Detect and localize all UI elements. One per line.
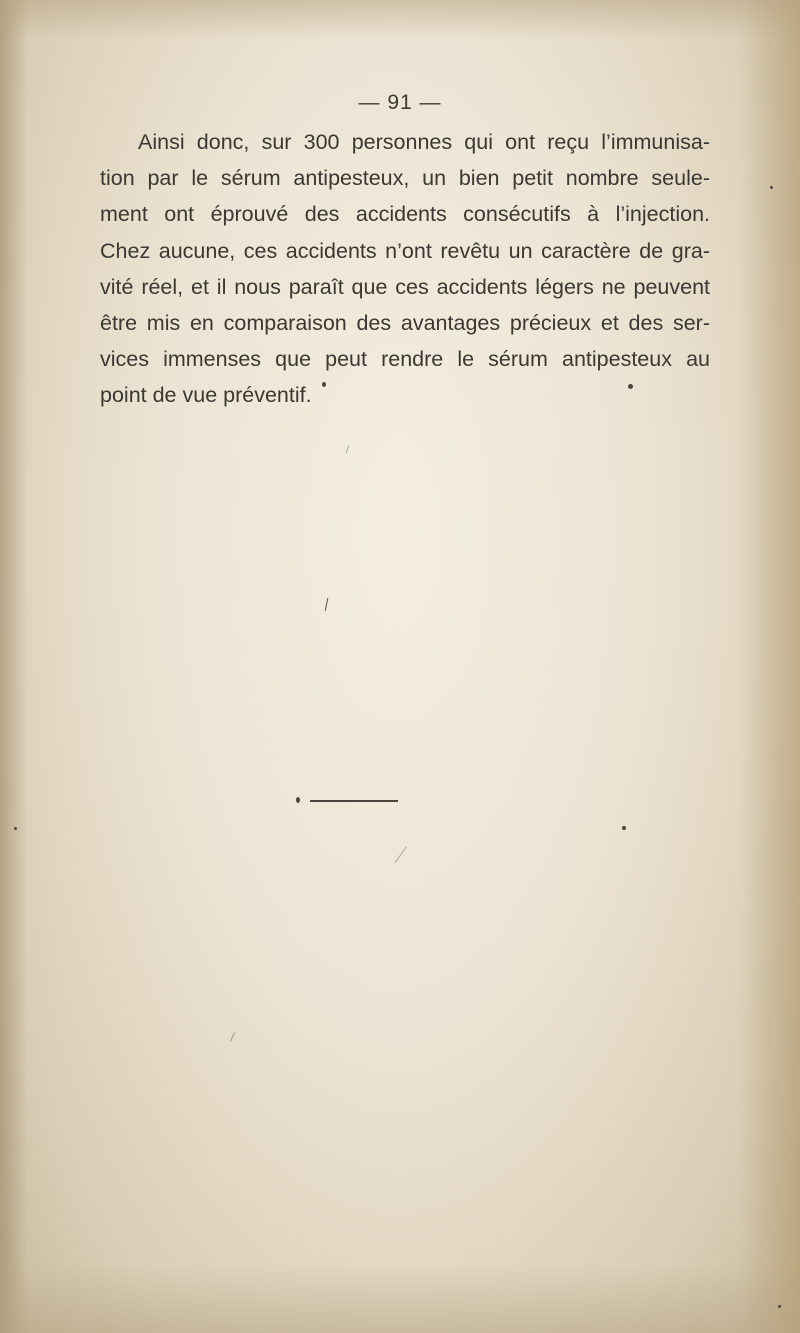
paper-mark xyxy=(346,445,350,453)
page-edge-shadow-top xyxy=(0,0,800,40)
section-divider-rule xyxy=(310,800,398,802)
paragraph-line: vité réel, et il nous paraît que ces accidents légers ne peuvent xyxy=(100,274,710,299)
paper-speck xyxy=(778,1305,781,1308)
paragraph-line: vices immenses que peut rendre le sérum antipesteux au xyxy=(100,347,710,372)
page-edge-shadow-right xyxy=(740,0,800,1333)
page-number: — 91 — xyxy=(358,91,442,114)
paragraph-line: Ainsi donc, sur 300 personnes qui ont reçu l’immunisa- xyxy=(138,130,710,154)
body-paragraph xyxy=(100,124,710,414)
paragraph-line: Chez aucune, ces accidents n’ont revêtu un caractère de gra- xyxy=(100,238,710,263)
paper-mark xyxy=(394,847,406,864)
paper-speck xyxy=(322,382,326,387)
paper-speck xyxy=(770,186,773,189)
paragraph-line: tion par le sérum antipesteux, un bien petit nombre seule- xyxy=(100,166,710,191)
paper-speck xyxy=(628,384,633,389)
paragraph-line: point de vue préventif. xyxy=(100,383,312,408)
paper-mark xyxy=(230,1032,235,1041)
paper-mark xyxy=(325,598,329,611)
paragraph-line: être mis en comparaison des avantages précieux et des ser- xyxy=(100,311,710,336)
paper-speck xyxy=(622,826,626,830)
paper-speck xyxy=(296,797,300,803)
page-edge-shadow-bottom xyxy=(0,1263,800,1333)
paper-speck xyxy=(14,827,17,830)
page-edge-shadow-left xyxy=(0,0,28,1333)
paragraph-line: ment ont éprouvé des accidents consécutifs à l’injection. xyxy=(100,202,710,227)
